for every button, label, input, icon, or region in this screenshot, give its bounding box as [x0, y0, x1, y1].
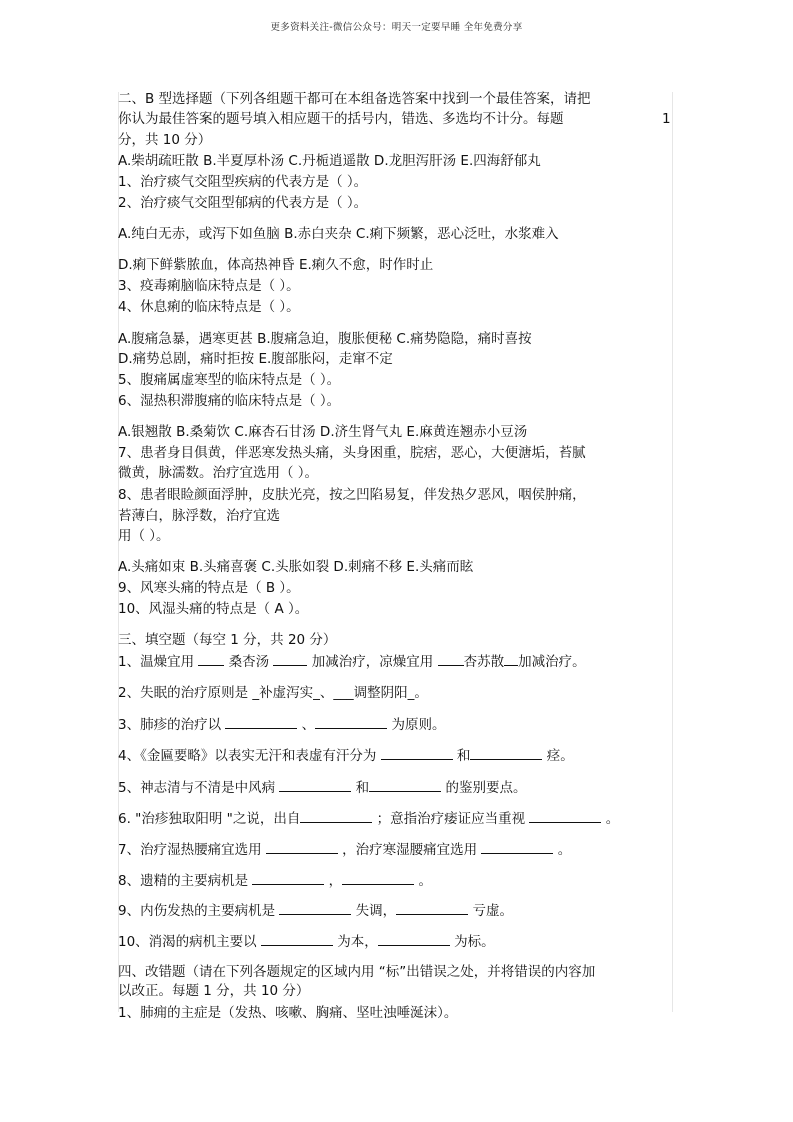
- fill-q4-part-b: 和: [452, 748, 471, 764]
- options-group-2a: A.纯白无赤，或泻下如鱼脑 B.赤白夹杂 C.痢下频繁，恶心泛吐，水浆难入: [118, 226, 559, 242]
- score-mark: 1: [662, 111, 671, 127]
- fill-q10-blank-1: [261, 932, 333, 946]
- fill-q10-part-b: 为本，: [332, 934, 378, 950]
- fill-q8-part-c: 。: [414, 873, 432, 889]
- fill-q1-blank-2: [273, 652, 307, 666]
- fill-q6-part-b: ；意指治疗痿证应当重视: [372, 811, 530, 827]
- fill-q4-part-a: 4、《金匾要略》以表实无汗和表虚有汗分为: [118, 748, 381, 764]
- fill-q6-blank-2: [529, 809, 601, 823]
- fill-q9-blank-2: [396, 901, 468, 915]
- options-group-1: A.柴胡疏旺散 B.半夏厚朴汤 C.丹栀逍遥散 D.龙胆泻肝汤 E.四海舒郁丸: [118, 153, 541, 169]
- correction-question-1: 1、肺痈的主症是（发热、咳嗽、胸痛、坚吐浊唾涎沫）。: [118, 1005, 458, 1021]
- fill-q9-blank-1: [279, 901, 351, 915]
- question-9: 9、风寒头痛的特点是（ B ）。: [118, 580, 300, 596]
- section-four-title: 四、改错题（请在下列各题规定的区域内用 “标”出错误之处，并将错误的内容加: [118, 964, 596, 980]
- fill-q4-blank-1: [381, 746, 453, 760]
- fill-question-8: [118, 871, 432, 890]
- section-three-title: 三、填空题（每空 1 分，共 20 分）: [118, 632, 337, 648]
- fill-q1-blank-4: [504, 652, 518, 666]
- question-7-line2: 微黄，脉濡数。治疗宜选用（ ）。: [118, 465, 319, 481]
- question-7-line1: 7、患者身目俱黄，伴恶寒发热头痛，头身困重，脘痞，恶心，大便溏垢，苔腻: [118, 445, 586, 461]
- section-four-score: 以改正。每题 1 分，共 10 分）: [118, 983, 310, 999]
- fill-q5-blank-1: [279, 778, 351, 792]
- question-8-line2: 苔薄白，脉浮数，治疗宜选: [118, 508, 280, 524]
- question-3: 3、疫毒痢脑临床特点是（ ）。: [118, 278, 300, 294]
- question-1: 1、治疗痰气交阻型疾病的代表方是（ ）。: [118, 174, 368, 190]
- fill-q8-blank-1: [252, 871, 324, 885]
- fill-question-10: [118, 932, 495, 951]
- options-group-2b: D.痢下鲜紫脓血，体高热神昏 E.痢久不愈，时作时止: [118, 257, 434, 273]
- question-8-line3: 用（ ）。: [118, 528, 170, 544]
- fill-q1-blank-3: [438, 652, 464, 666]
- fill-q8-part-b: ，: [324, 873, 343, 889]
- fill-q9-part-c: 亏虚。: [468, 903, 513, 919]
- fill-q3-blank-2: [315, 715, 387, 729]
- options-group-3b: D.痛势总剧，痛时拒按 E.腹部胀闷，走窜不定: [118, 351, 393, 367]
- question-8-line1: 8、患者眼睑颜面浮肿，皮肤光亮，按之凹陷易复，伴发热夕恶风，咽侯肿痛，: [118, 487, 586, 503]
- fill-question-5: [118, 778, 526, 797]
- fill-q1-part-b: 桑杏汤: [224, 654, 274, 670]
- fill-q4-blank-2: [470, 746, 542, 760]
- fill-q3-blank-1: [225, 715, 297, 729]
- fill-q6-part-c: 。: [601, 811, 620, 827]
- fill-q8-blank-2: [342, 871, 414, 885]
- fill-q3-part-c: 为原则。: [387, 717, 446, 733]
- question-4: 4、休息痢的临床特点是（ ）。: [118, 299, 300, 315]
- fill-q6-blank-1: [300, 809, 372, 823]
- fill-q5-part-a: 5、神志清与不清是中风病: [118, 780, 280, 796]
- margin-rule-right: [672, 92, 673, 1012]
- fill-q7-part-c: 。: [553, 842, 572, 858]
- fill-q5-part-b: 和: [351, 780, 370, 796]
- fill-q1-part-e: 加减治疗。: [518, 654, 586, 670]
- fill-q7-part-a: 7、治疗湿热腰痛宜选用: [118, 842, 266, 858]
- fill-q8-part-a: 8、遗精的主要病机是: [118, 873, 253, 889]
- fill-q9-part-a: 9、内伤发热的主要病机是: [118, 903, 280, 919]
- fill-q1-part-c: 加减治疗，凉燥宜用: [307, 654, 438, 670]
- page-header: 更多资料关注-微信公众号：明天一定要早睡 全年免费分享: [270, 22, 523, 33]
- options-group-5: A.头痛如束 B.头痛喜褒 C.头胀如裂 D.刺痛不移 E.头痛而眩: [118, 559, 474, 575]
- fill-q10-part-a: 10、消渴的病机主要以: [118, 934, 261, 950]
- options-group-4: A.银翘散 B.桑菊饮 C.麻杏石甘汤 D.济生肾气丸 E.麻黄连翘赤小豆汤: [118, 424, 528, 440]
- section-two-title: 二、B 型选择题（下列各组题干都可在本组备选答案中找到一个最佳答案，请把: [118, 91, 591, 107]
- question-6: 6、湿热积滞腹痛的临床特点是（ ）。: [118, 393, 341, 409]
- fill-q10-blank-2: [378, 932, 450, 946]
- question-5: 5、腹痛属虚寒型的临床特点是（ ）。: [118, 372, 341, 388]
- fill-question-9: [118, 901, 513, 920]
- fill-question-2: 2、失眠的治疗原则是 _补虚泻实_、___调整阴阳_。: [118, 685, 428, 701]
- fill-question-1: [118, 652, 586, 671]
- question-10: 10、风湿头痛的特点是（ A ）。: [118, 601, 309, 617]
- fill-q1-blank-1: [198, 652, 224, 666]
- section-two-score: 分，共 10 分）: [118, 132, 212, 148]
- fill-q5-part-c: 的鉴别要点。: [441, 780, 527, 796]
- fill-q5-blank-2: [369, 778, 441, 792]
- fill-q9-part-b: 失调，: [351, 903, 397, 919]
- fill-q6-part-a: 6. "治疹独取阳明 "之说，出自: [118, 811, 301, 827]
- fill-question-3: [118, 715, 445, 734]
- fill-question-4: [118, 746, 574, 765]
- fill-question-7: [118, 840, 571, 859]
- options-group-3a: A.腹痛急暴，遇寒更甚 B.腹痛急迫，腹胀便秘 C.痛势隐隐，痛时喜按: [118, 331, 532, 347]
- fill-q3-part-b: 、: [297, 717, 316, 733]
- fill-question-6: [118, 809, 619, 828]
- fill-q7-part-b: ，治疗寒湿腰痛宜选用: [337, 842, 482, 858]
- question-2: 2、治疗痰气交阻型郁病的代表方是（ ）。: [118, 195, 368, 211]
- section-two-instruction: 你认为最佳答案的题号填入相应题干的括号内，错选、多选均不计分。每题: [118, 111, 564, 127]
- fill-q7-blank-2: [481, 840, 553, 854]
- fill-q4-part-c: 痉。: [542, 748, 574, 764]
- fill-q1-part-a: 1、温燥宜用: [118, 654, 199, 670]
- fill-q7-blank-1: [266, 840, 338, 854]
- fill-q3-part-a: 3、肺疹的治疗以: [118, 717, 226, 733]
- fill-q10-part-c: 为标。: [449, 934, 495, 950]
- fill-q1-part-d: 杏苏散: [463, 654, 505, 670]
